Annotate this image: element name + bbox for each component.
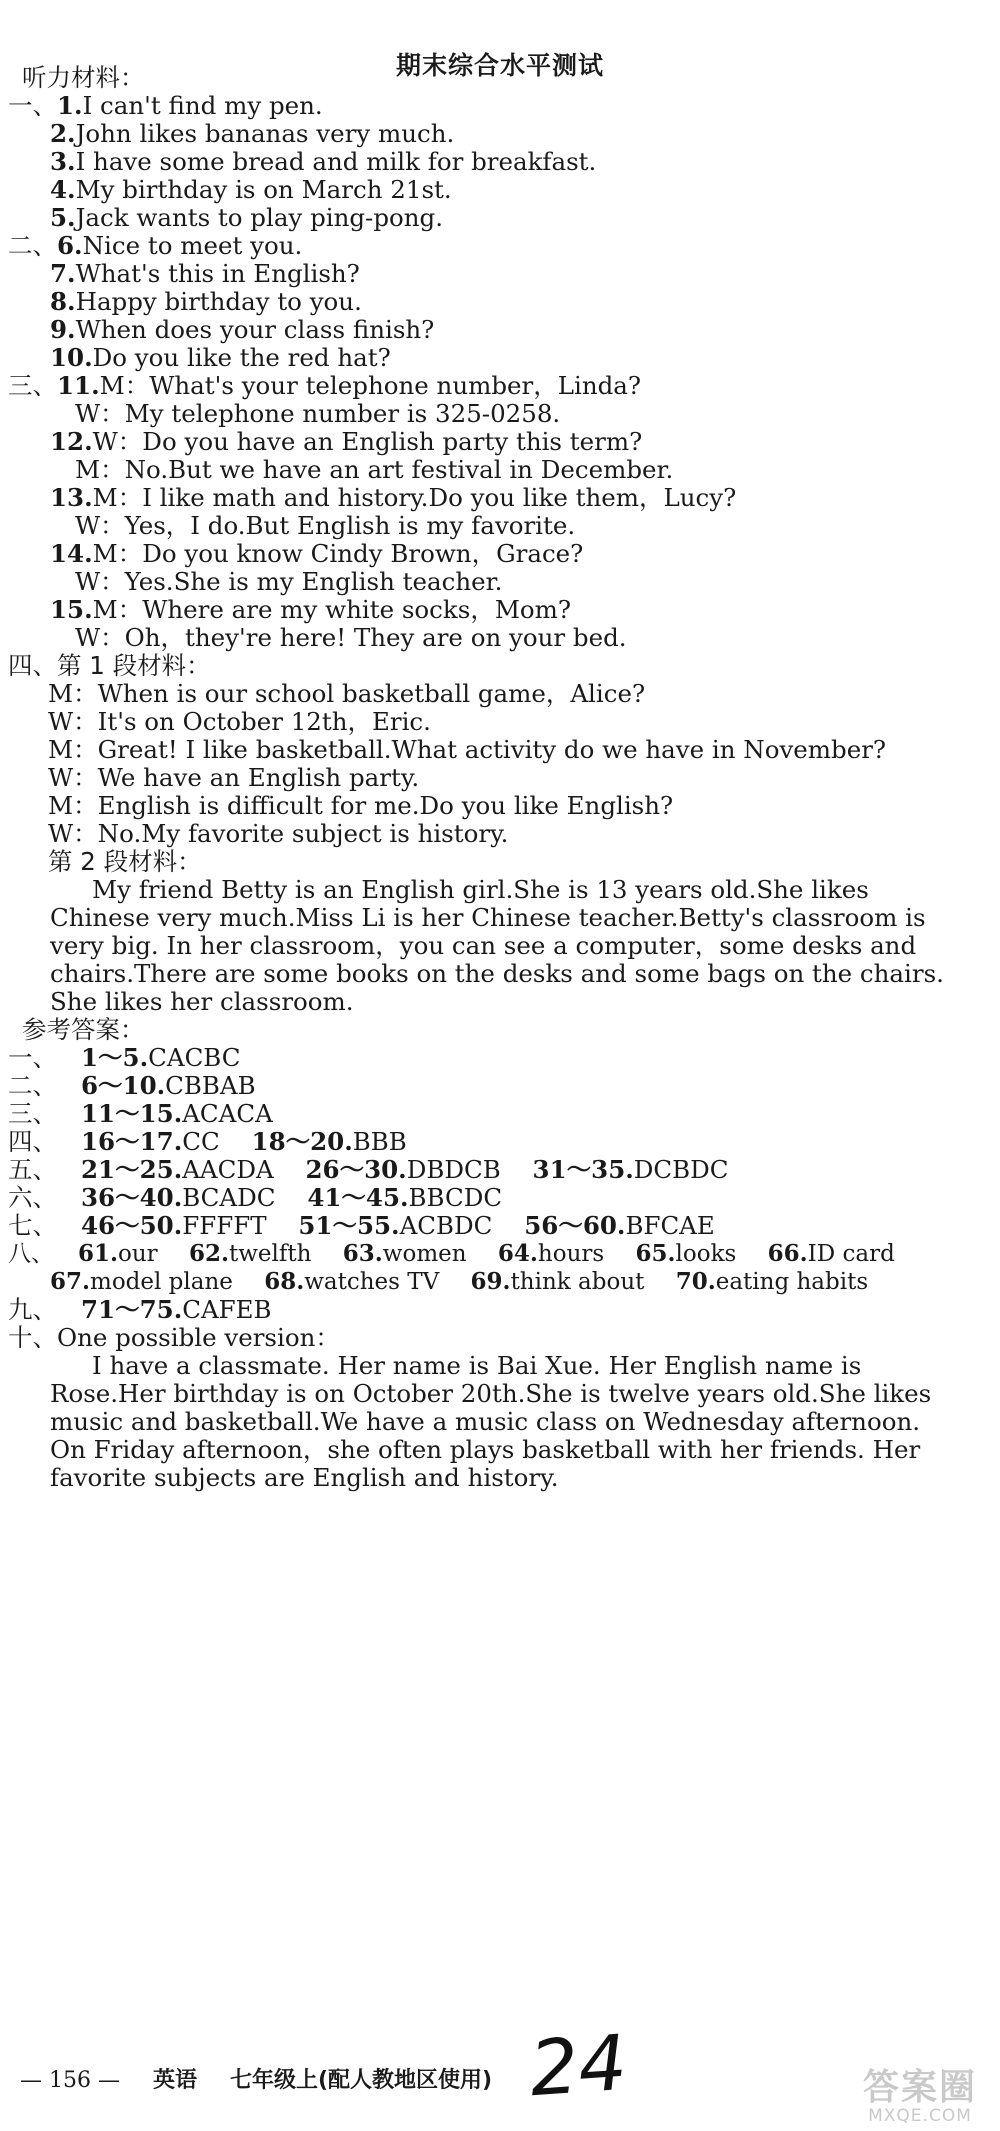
list-item: 14.M：Do you know Cindy Brown，Grace? [50,539,584,568]
answers-header: 参考答案： [22,1015,145,1044]
list-item: 5.Jack wants to play ping-pong. [50,203,444,232]
watermark-logo: 答案圈 MXQE.COM [862,2067,977,2126]
list-item: M：No.But we have an art festival in December. [75,455,674,484]
list-item: 10.Do you like the red hat? [50,343,391,372]
answer-row: 七、 46～50.FFFFT 51～55.ACBDC 56～60.BFCAE [8,1211,715,1240]
grade-label: 七年级上(配人教地区使用) [230,2068,493,2093]
list-item: 三、11.M：What's your telephone number，Linda? [8,371,642,400]
listening-header: 听力材料： [22,63,145,92]
list-item: 9.When does your class finish? [50,315,435,344]
passage-line: chairs.There are some books on the desks and some bags on the chairs. [50,959,944,988]
answer-row: 八、 61.our 62.twelfth 63.women 64.hours 65.looks 66.ID card [8,1240,895,1267]
dialog-line: W：It's on October 12th，Eric. [48,707,431,736]
dialog-line: W：No.My favorite subject is history. [48,819,509,848]
page-number: — 156 — [20,2068,120,2093]
list-item: 2.John likes bananas very much. [50,119,455,148]
passage-line: Rose.Her birthday is on October 20th.She is twelve years old.She likes [50,1379,932,1408]
section-header: 第 2 段材料： [48,847,202,876]
passage-line: She likes her classroom. [50,987,354,1016]
dialog-line: M：When is our school basketball game，Alice? [48,679,646,708]
dialog-line: M：English is difficult for me.Do you like English? [48,791,674,820]
list-item: 8.Happy birthday to you. [50,287,362,316]
list-item: W：Yes，I do.But English is my favorite. [75,511,576,540]
passage-line: On Friday afternoon，she often plays basketball with her friends. Her [50,1435,921,1464]
answer-row: 六、 36～40.BCADC 41～45.BBCDC [8,1183,503,1212]
list-item: 7.What's this in English? [50,259,360,288]
list-item: 4.My birthday is on March 21st. [50,175,452,204]
page-title: 期末综合水平测试 [395,51,604,80]
subject-label: 英语 [152,2068,197,2093]
list-item: W：Yes.She is my English teacher. [75,567,503,596]
list-item: 15.M：Where are my white socks，Mom? [50,595,572,624]
answer-row: 三、 11～15.ACACA [8,1099,273,1128]
dialog-line: M：Great! I like basketball.What activity do we have in November? [48,735,887,764]
page-footer [20,2063,492,2094]
answer-row: 67.model plane 68.watches TV 69.think about 70.eating habits [50,1268,869,1295]
list-item: W：My telephone number is 325-0258. [75,399,561,428]
list-item: 一、1.I can't find my pen. [8,91,323,120]
list-item: 13.M：I like math and history.Do you like them，Lucy? [50,483,737,512]
section-header: 四、第 1 段材料： [8,651,211,680]
answer-row: 九、 71～75.CAFEB [8,1295,272,1324]
answer-row: 二、 6～10.CBBAB [8,1071,256,1100]
answer-row: 五、 21～25.AACDA 26～30.DBDCB 31～35.DCBDC [8,1155,729,1184]
passage-line: My friend Betty is an English girl.She is 13 years old.She likes [92,875,869,904]
passage-line: music and basketball.We have a music class on Wednesday afternoon. [50,1407,921,1436]
passage-line: I have a classmate. Her name is Bai Xue. Her English name is [92,1351,862,1380]
list-item: 二、6.Nice to meet you. [8,231,303,260]
handwritten-number: 24 [526,2017,630,2114]
list-item: 12.W：Do you have an English party this term? [50,427,643,456]
writing-header: 十、One possible version： [8,1323,340,1352]
dialog-line: W：We have an English party. [48,763,420,792]
passage-line: very big. In her classroom，you can see a computer，some desks and [50,931,917,960]
passage-line: favorite subjects are English and history. [50,1463,559,1492]
list-item: 3.I have some bread and milk for breakfast. [50,147,597,176]
answer-row: 一、 1～5.CACBC [8,1043,241,1072]
answer-row: 四、 16～17.CC 18～20.BBB [8,1127,407,1156]
passage-line: Chinese very much.Miss Li is her Chinese teacher.Betty's classroom is [50,903,926,932]
list-item: W：Oh，they're here! They are on your bed. [75,623,627,652]
